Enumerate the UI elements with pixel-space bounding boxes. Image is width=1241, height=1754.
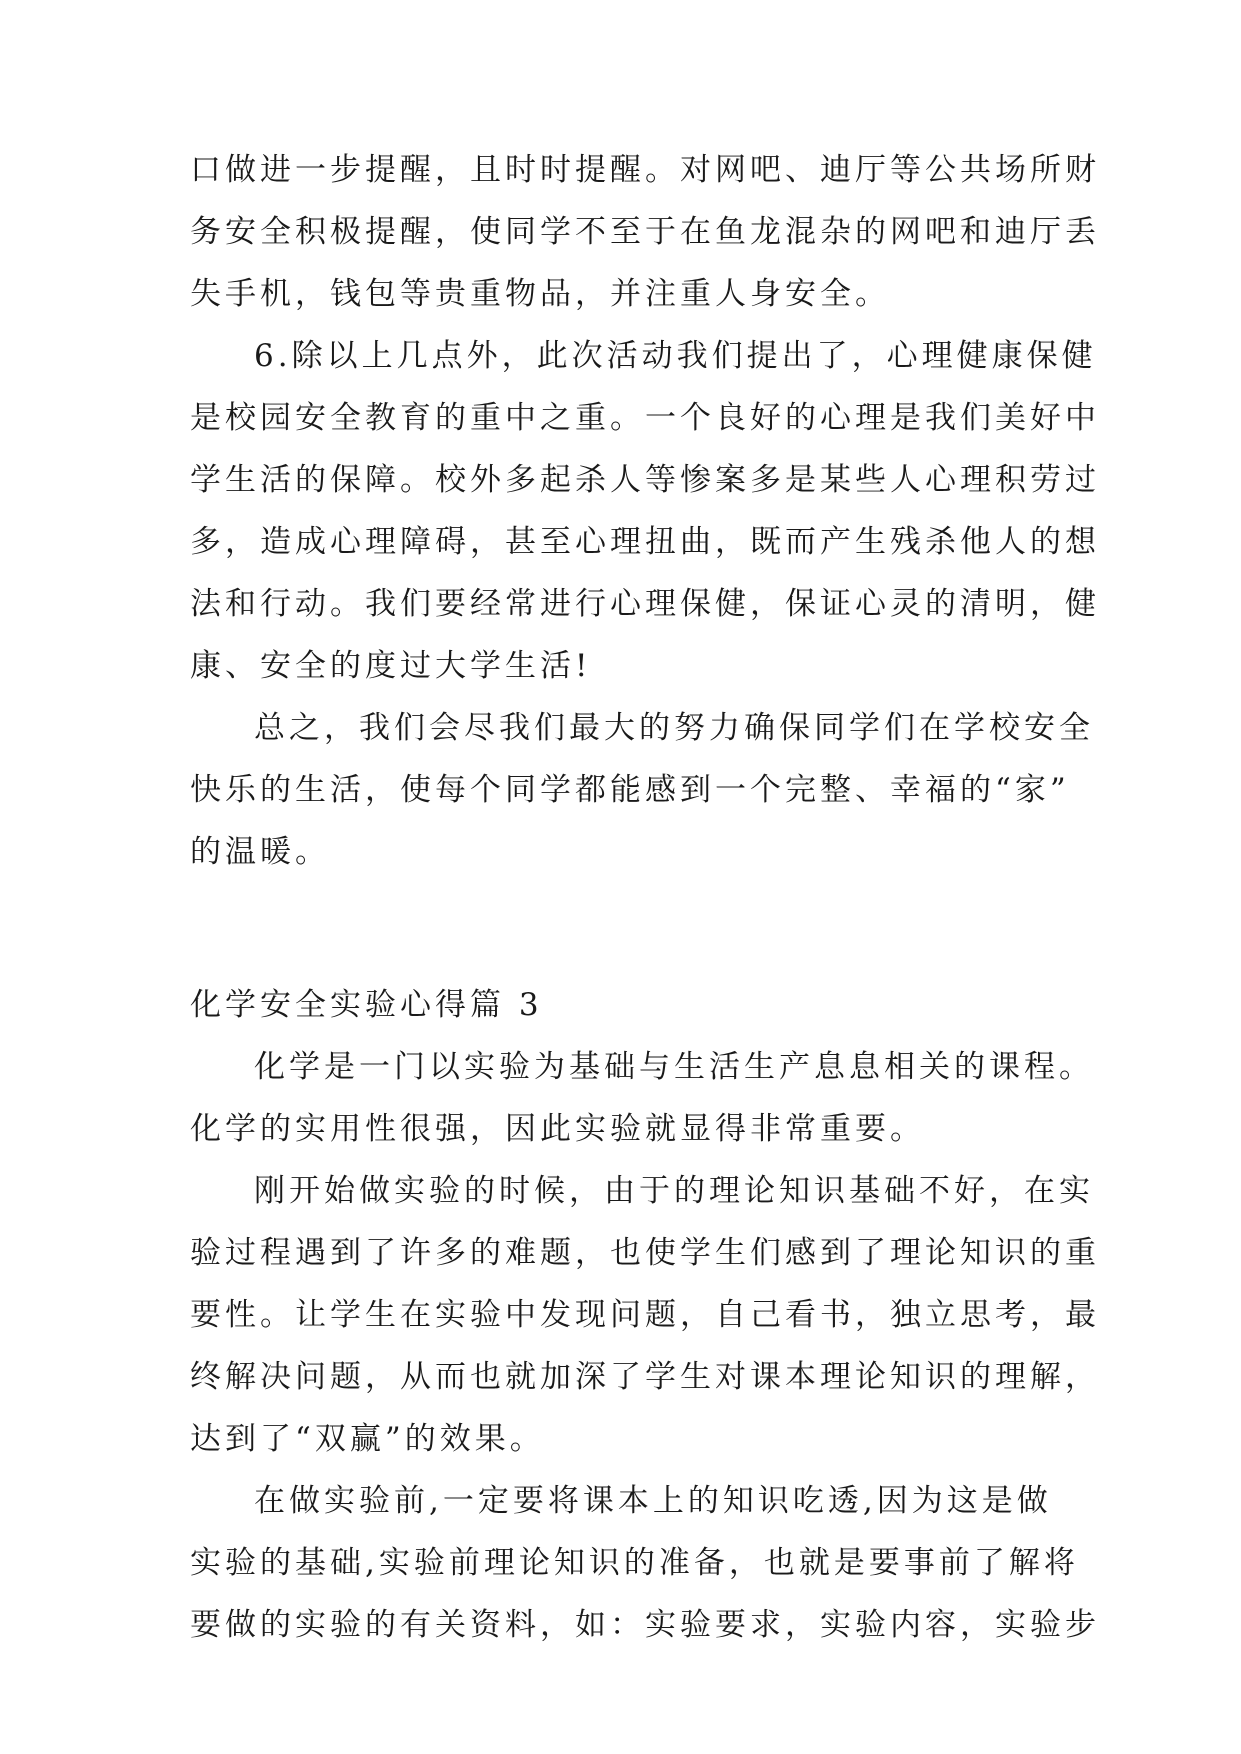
text-line: 学生活的保障。校外多起杀人等惨案多是某些人心理积劳过 — [190, 462, 1100, 498]
text-line: 终解决问题，从而也就加深了学生对课本理论知识的理解， — [190, 1359, 1100, 1395]
text-line: 多，造成心理障碍，甚至心理扭曲，既而产生残杀他人的想 — [190, 524, 1100, 560]
text-line: 法和行动。我们要经常进行心理保健，保证心灵的清明，健 — [190, 586, 1100, 622]
text-line: 是校园安全教育的重中之重。一个良好的心理是我们美好中 — [190, 400, 1100, 436]
text-line: 要性。让学生在实验中发现问题，自己看书，独立思考，最 — [190, 1297, 1100, 1333]
paragraph-start-line: 在做实验前,一定要将课本上的知识吃透,因为这是做 — [254, 1483, 1052, 1519]
text-line: 康、安全的度过大学生活! — [190, 648, 592, 684]
text-line: 务安全积极提醒，使同学不至于在鱼龙混杂的网吧和迪厅丢 — [190, 214, 1100, 250]
text-line: 要做的实验的有关资料，如：实验要求，实验内容，实验步 — [190, 1607, 1100, 1643]
paragraph-start-line: 总之，我们会尽我们最大的努力确保同学们在学校安全 — [254, 710, 1094, 746]
text-line: 化学的实用性很强，因此实验就显得非常重要。 — [190, 1111, 925, 1147]
paragraph-start-line: 6.除以上几点外，此次活动我们提出了，心理健康保健 — [254, 338, 1097, 374]
text-line: 验过程遇到了许多的难题，也使学生们感到了理论知识的重 — [190, 1235, 1100, 1271]
text-line: 口做进一步提醒，且时时提醒。对网吧、迪厅等公共场所财 — [190, 152, 1100, 188]
text-line: 实验的基础,实验前理论知识的准备，也就是要事前了解将 — [190, 1545, 1079, 1581]
paragraph-start-line: 刚开始做实验的时候，由于的理论知识基础不好，在实 — [254, 1173, 1094, 1209]
section-heading: 化学安全实验心得篇 3 — [190, 987, 543, 1023]
text-line: 达到了“双赢”的效果。 — [190, 1421, 545, 1457]
text-line: 快乐的生活，使每个同学都能感到一个完整、幸福的“家” — [190, 772, 1070, 808]
paragraph-start-line: 化学是一门以实验为基础与生活生产息息相关的课程。 — [254, 1049, 1094, 1085]
text-line: 失手机，钱包等贵重物品，并注重人身安全。 — [190, 276, 890, 312]
text-line: 的温暖。 — [190, 834, 330, 870]
